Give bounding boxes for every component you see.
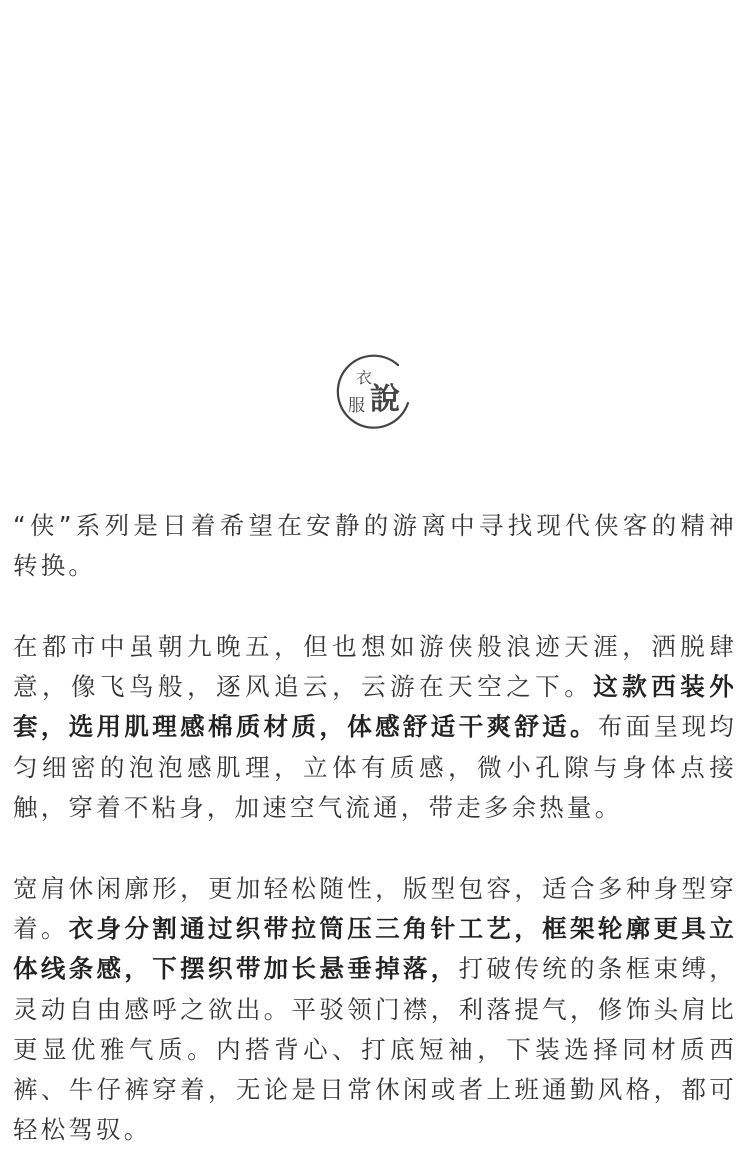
paragraph-text: 布面呈现均匀细密的泡泡感肌理，立体有质感，微小孔隙与身体点接触，穿着不粘身，加速空气流通，带走多余热量。: [13, 712, 737, 823]
paragraph-silhouette: [13, 869, 737, 1151]
logo-char-main: 說: [370, 382, 400, 417]
brand-logo: [334, 351, 418, 435]
paragraph-fabric: [13, 627, 737, 828]
paragraph-highlight: 这款西装外套，选用肌理感棉质材质，体感舒适干爽舒适。: [13, 672, 737, 742]
paragraph-highlight: 衣身分割通过织带拉筒压三角针工艺，框架轮廓更具立体线条感，下摆织带加长悬垂掉落，: [13, 913, 737, 984]
paragraph-intro: [13, 506, 737, 587]
paragraph-text: “侠”系列是日着希望在安静的游离中寻找现代侠客的精神转换。: [13, 511, 737, 581]
article-body: [13, 506, 737, 1151]
logo-seal-icon: [334, 351, 418, 435]
paragraph-text: 在都市中虽朝九晚五，但也想如游侠般浪迹天涯，洒脱肆意，像飞鸟般，逐风追云，云游在天空之下。: [13, 631, 737, 702]
paragraph-text: 打破传统的条框束缚，灵动自由感呼之欲出。平驳领门襟，利落提气，修饰头肩比更显优雅气质。内搭背心、打底短袖，下装选择同材质西裤、牛仔裤穿着，无论是日常休闲或者上班通勤风格，都可轻松驾驭。: [13, 954, 738, 1145]
logo-char-middle: 服: [348, 396, 365, 416]
paragraph-text: 宽肩休闲廓形，更加轻松随性，版型包容，适合多种身型穿着。: [13, 873, 737, 943]
logo-char-top: 衣: [356, 368, 373, 387]
